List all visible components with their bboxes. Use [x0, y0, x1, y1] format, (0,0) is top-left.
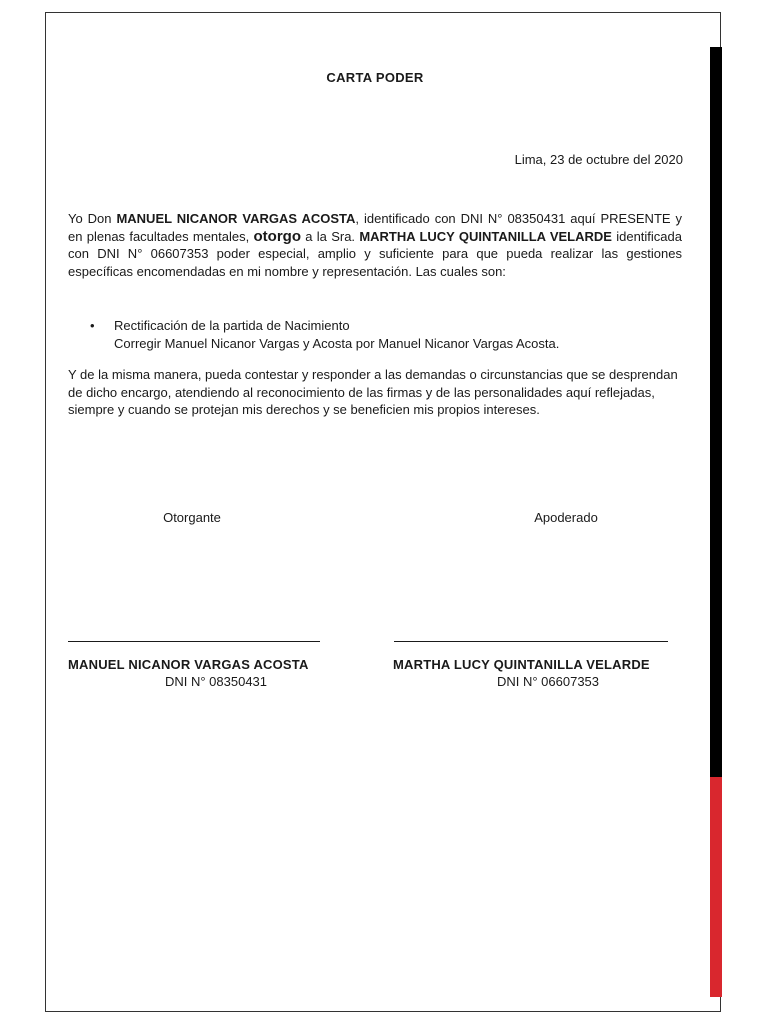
intro-text-2: , identificado con DNI N° 08350431 aquí PRESENTE y en plenas facultades mentales, [68, 211, 682, 244]
intro-paragraph [68, 210, 682, 280]
bullet-marker: • [90, 318, 95, 333]
signature-line-left [68, 641, 320, 642]
signature-role-right: Apoderado [534, 510, 598, 525]
side-accent-bar-black [710, 47, 722, 777]
signature-name-right: MARTHA LUCY QUINTANILLA VELARDE [393, 657, 650, 672]
signature-dni-right: DNI N° 06607353 [496, 674, 600, 689]
signature-line-right [394, 641, 668, 642]
bullet-line-2: Corregir Manuel Nicanor Vargas y Acosta por Manuel Nicanor Vargas Acosta. [114, 336, 560, 351]
date-line: Lima, 23 de octubre del 2020 [514, 152, 683, 167]
side-accent-bar-red [710, 777, 722, 997]
intro-text-1: Yo Don [68, 211, 117, 226]
signature-role-left: Otorgante [163, 510, 221, 525]
grant-verb: otorgo [253, 227, 301, 245]
bullet-line-1: Rectificación de la partida de Nacimiento [114, 318, 350, 333]
closing-paragraph: Y de la misma manera, pueda contestar y responder a las demandas o circunstancias que se desprendan de dicho encargo, atendiendo al reconocimiento de las firmas y de las personalidades aquí reflejadas, siempre y cuando se protejan mis derechos y se beneficien mis propios intereses. [68, 367, 678, 417]
intro-text-4: identificada con DNI N° 06607353 poder especial, amplio y suficiente para que pueda realizar las gestiones específicas encomendadas en mi nombre y representación. Las cuales son: [68, 228, 682, 279]
grantor-name: MANUEL NICANOR VARGAS ACOSTA [116, 211, 356, 226]
intro-text-3: a la Sra. [301, 228, 360, 244]
bullet-list [68, 317, 682, 353]
signature-dni-left: DNI N° 08350431 [164, 674, 268, 689]
grantee-name: MARTHA LUCY QUINTANILLA VELARDE [359, 228, 612, 244]
signature-name-left: MANUEL NICANOR VARGAS ACOSTA [68, 657, 309, 672]
list-item [68, 317, 682, 353]
document-title: CARTA PODER [326, 70, 424, 85]
